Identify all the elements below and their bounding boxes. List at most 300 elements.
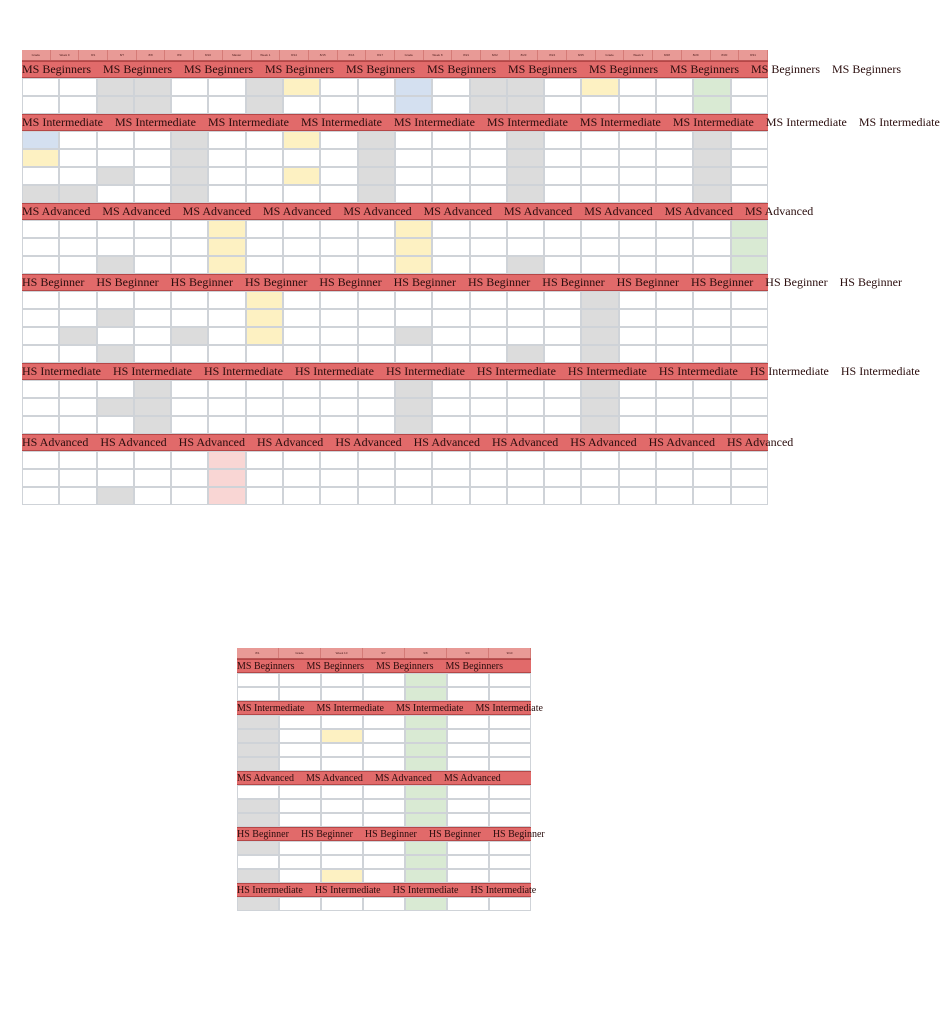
table-cell (363, 687, 405, 701)
table-cell (432, 380, 469, 398)
section-title: HS Intermediate (470, 884, 537, 896)
table-cell (731, 451, 768, 469)
table-cell (358, 78, 395, 96)
section-title: HS Advanced (491, 435, 559, 449)
section-title: HS Intermediate (840, 364, 920, 378)
table-cell (134, 238, 171, 256)
table-row (237, 673, 531, 687)
table-cell (321, 673, 363, 687)
table-cell (447, 785, 489, 799)
table-cell (395, 398, 432, 416)
table-cell (246, 416, 283, 434)
section-title: MS Beginners (670, 62, 739, 76)
table-cell (489, 799, 531, 813)
table-cell (447, 743, 489, 757)
sheet-body (22, 61, 940, 505)
section-title: MS Advanced (503, 204, 573, 218)
table-cell (619, 185, 656, 203)
column-header-cell: Week 10 (321, 648, 363, 658)
table-cell (731, 469, 768, 487)
table-cell (544, 416, 581, 434)
table-cell (59, 327, 96, 345)
table-cell (97, 78, 134, 96)
table-cell (656, 78, 693, 96)
column-header-cell: 8/28 (653, 50, 682, 60)
table-cell (489, 897, 531, 911)
section-band (22, 434, 794, 451)
schedule-sheet-top (22, 50, 940, 542)
table-cell (507, 451, 544, 469)
table-cell (97, 451, 134, 469)
table-cell (432, 469, 469, 487)
table-cell (507, 327, 544, 345)
table-cell (507, 149, 544, 167)
column-header-cell: 8/31 (739, 50, 768, 60)
section-title: HS Beginner (839, 275, 902, 289)
section-title: MS Intermediate (393, 115, 475, 129)
table-cell (134, 327, 171, 345)
table-row (237, 757, 531, 771)
table-cell (22, 96, 59, 114)
table-cell (279, 799, 321, 813)
table-cell (246, 185, 283, 203)
section-title: MS Beginners (346, 62, 415, 76)
table-cell (395, 220, 432, 238)
column-header-cell: Grade (395, 50, 424, 60)
table-cell (544, 451, 581, 469)
table-cell (171, 487, 208, 505)
table-cell (171, 131, 208, 149)
table-row (22, 220, 768, 238)
table-cell (246, 380, 283, 398)
table-cell (208, 416, 245, 434)
table-cell (544, 309, 581, 327)
table-cell (395, 327, 432, 345)
table-cell (237, 673, 279, 687)
section-title: MS Intermediate (316, 702, 384, 714)
table-cell (656, 238, 693, 256)
table-row (22, 131, 768, 149)
table-row (22, 469, 768, 487)
table-cell (731, 167, 768, 185)
table-cell (405, 841, 447, 855)
section-title: HS Advanced (570, 435, 637, 449)
table-cell (321, 687, 363, 701)
section-title: HS Intermediate (203, 364, 283, 378)
section-title: MS Advanced (182, 204, 251, 218)
section-title: HS Intermediate (658, 364, 738, 378)
table-cell (208, 149, 245, 167)
table-cell (358, 309, 395, 327)
table-cell (279, 673, 321, 687)
section-title: MS Advanced (423, 204, 492, 218)
table-cell (279, 757, 321, 771)
table-cell (283, 398, 320, 416)
table-cell (171, 380, 208, 398)
table-cell (97, 380, 134, 398)
table-cell (358, 398, 395, 416)
table-cell (237, 897, 279, 911)
table-cell (731, 131, 768, 149)
table-cell (283, 185, 320, 203)
table-cell (544, 398, 581, 416)
table-cell (237, 715, 279, 729)
table-cell (237, 743, 279, 757)
table-cell (395, 469, 432, 487)
table-cell (171, 398, 208, 416)
section-title: HS Intermediate (567, 364, 647, 378)
table-row (22, 416, 768, 434)
table-cell (405, 673, 447, 687)
table-cell (320, 309, 357, 327)
table-row (237, 687, 531, 701)
section-band (237, 883, 537, 897)
table-cell (246, 469, 283, 487)
table-cell (320, 131, 357, 149)
table-cell (134, 167, 171, 185)
section-title: HS Beginner (364, 828, 417, 840)
table-cell (405, 715, 447, 729)
section-title: HS Beginner (467, 275, 531, 289)
section-title: MS Advanced (262, 204, 332, 218)
table-cell (470, 220, 507, 238)
table-cell (405, 729, 447, 743)
table-cell (97, 416, 134, 434)
table-cell (237, 841, 279, 855)
section-band (22, 203, 814, 220)
table-cell (22, 487, 59, 505)
table-cell (283, 451, 320, 469)
section-title: MS Beginners (237, 660, 295, 672)
table-cell (693, 309, 730, 327)
table-cell (507, 96, 544, 114)
table-cell (246, 345, 283, 363)
table-cell (656, 96, 693, 114)
table-cell (134, 309, 171, 327)
table-cell (283, 131, 320, 149)
table-cell (363, 729, 405, 743)
table-cell (358, 167, 395, 185)
section-title: HS Beginner (96, 275, 159, 289)
column-header-cell: 8/16 (338, 50, 367, 60)
column-header-cell: 8/24 (538, 50, 567, 60)
table-cell (693, 149, 730, 167)
table-row (22, 291, 768, 309)
table-cell (283, 220, 320, 238)
table-cell (731, 327, 768, 345)
section-band (237, 659, 531, 673)
table-cell (432, 398, 469, 416)
table-cell (358, 131, 395, 149)
table-cell (59, 149, 96, 167)
table-cell (656, 416, 693, 434)
table-cell (134, 256, 171, 274)
section-title: MS Advanced (22, 204, 91, 218)
table-cell (321, 785, 363, 799)
table-cell (283, 78, 320, 96)
table-cell (283, 345, 320, 363)
table-cell (320, 469, 357, 487)
column-header-cell: Week 9 (624, 50, 653, 60)
table-cell (507, 167, 544, 185)
section-title: HS Beginner (428, 828, 481, 840)
section-title: HS Beginner (244, 275, 308, 289)
section-title: HS Intermediate (237, 884, 303, 896)
table-cell (358, 96, 395, 114)
table-cell (358, 416, 395, 434)
table-cell (97, 220, 134, 238)
table-cell (246, 149, 283, 167)
table-cell (432, 416, 469, 434)
column-header-cell: 8/8 (137, 50, 166, 60)
table-cell (208, 256, 245, 274)
table-cell (208, 167, 245, 185)
table-cell (507, 309, 544, 327)
table-cell (395, 185, 432, 203)
section-title: MS Advanced (305, 772, 363, 784)
table-cell (134, 398, 171, 416)
table-cell (321, 841, 363, 855)
table-cell (447, 841, 489, 855)
section-title: HS Intermediate (385, 364, 465, 378)
table-cell (693, 220, 730, 238)
column-header-cell: Grade (596, 50, 625, 60)
table-cell (246, 487, 283, 505)
table-cell (731, 309, 768, 327)
table-cell (432, 238, 469, 256)
section-title: HS Intermediate (112, 364, 192, 378)
section-title: HS Intermediate (314, 884, 381, 896)
table-cell (208, 487, 245, 505)
section-title: HS Advanced (648, 435, 715, 449)
table-cell (581, 220, 618, 238)
table-cell (395, 380, 432, 398)
table-cell (320, 398, 357, 416)
table-cell (320, 451, 357, 469)
table-cell (320, 327, 357, 345)
table-cell (237, 785, 279, 799)
table-cell (59, 96, 96, 114)
table-cell (208, 451, 245, 469)
table-cell (59, 78, 96, 96)
section-title: HS Beginner (300, 828, 353, 840)
table-row (22, 487, 768, 505)
table-cell (731, 220, 768, 238)
table-cell (731, 96, 768, 114)
section-title: MS Beginners (306, 660, 364, 672)
table-cell (246, 167, 283, 185)
section-title: HS Beginner (22, 275, 85, 289)
section-title: MS Advanced (237, 772, 294, 784)
table-cell (321, 729, 363, 743)
table-cell (581, 96, 618, 114)
table-cell (507, 487, 544, 505)
table-cell (395, 96, 432, 114)
table-cell (237, 729, 279, 743)
table-cell (237, 855, 279, 869)
table-cell (470, 167, 507, 185)
section-title: HS Beginner (542, 275, 605, 289)
table-cell (405, 757, 447, 771)
table-cell (208, 345, 245, 363)
table-cell (581, 291, 618, 309)
table-cell (59, 238, 96, 256)
table-cell (22, 167, 59, 185)
section-title: MS Beginners (589, 62, 658, 76)
table-cell (246, 451, 283, 469)
table-cell (581, 78, 618, 96)
table-cell (363, 799, 405, 813)
table-row (237, 799, 531, 813)
table-cell (171, 345, 208, 363)
table-cell (470, 238, 507, 256)
column-header-cell: Week 8 (424, 50, 453, 60)
table-cell (432, 78, 469, 96)
table-cell (470, 131, 507, 149)
table-cell (208, 469, 245, 487)
table-cell (283, 487, 320, 505)
column-header-cell: 8/21 (452, 50, 481, 60)
table-cell (470, 185, 507, 203)
table-cell (619, 345, 656, 363)
table-cell (246, 238, 283, 256)
table-cell (395, 167, 432, 185)
column-header-cell: Master (223, 50, 252, 60)
table-cell (693, 451, 730, 469)
table-cell (321, 799, 363, 813)
section-title: HS Advanced (178, 435, 245, 449)
table-cell (470, 416, 507, 434)
table-row (22, 149, 768, 167)
table-cell (470, 256, 507, 274)
table-cell (470, 487, 507, 505)
table-cell (731, 380, 768, 398)
table-cell (363, 841, 405, 855)
table-cell (321, 757, 363, 771)
table-cell (171, 469, 208, 487)
table-row (22, 380, 768, 398)
table-cell (447, 855, 489, 869)
table-cell (171, 309, 208, 327)
section-title: HS Beginner (393, 275, 456, 289)
table-cell (134, 149, 171, 167)
section-title: HS Advanced (335, 435, 402, 449)
table-cell (283, 256, 320, 274)
table-cell (97, 96, 134, 114)
table-cell (544, 96, 581, 114)
table-cell (656, 291, 693, 309)
column-header-cell: Grade (22, 50, 51, 60)
column-header-cell: 8/1 (79, 50, 108, 60)
table-cell (321, 715, 363, 729)
section-band (22, 363, 920, 380)
table-cell (134, 131, 171, 149)
section-title: MS Beginners (508, 62, 577, 76)
table-cell (279, 785, 321, 799)
table-cell (320, 345, 357, 363)
section-band (237, 701, 543, 715)
table-cell (59, 220, 96, 238)
column-header-cell: 9/8 (405, 648, 447, 658)
section-title: MS Intermediate (475, 702, 543, 714)
table-cell (405, 897, 447, 911)
table-cell (544, 167, 581, 185)
table-cell (22, 149, 59, 167)
section-title: HS Beginner (690, 275, 754, 289)
table-cell (656, 149, 693, 167)
table-cell (447, 757, 489, 771)
table-row (237, 869, 531, 883)
table-cell (22, 327, 59, 345)
table-cell (363, 757, 405, 771)
section-title: HS Advanced (22, 435, 89, 449)
table-cell (208, 291, 245, 309)
table-cell (619, 309, 656, 327)
table-cell (432, 185, 469, 203)
table-cell (470, 451, 507, 469)
table-cell (320, 238, 357, 256)
table-cell (59, 416, 96, 434)
table-cell (208, 327, 245, 345)
table-cell (432, 131, 469, 149)
table-row (22, 327, 768, 345)
table-row (237, 743, 531, 757)
column-header-cell: 9/10 (489, 648, 531, 658)
table-cell (489, 715, 531, 729)
table-cell (507, 256, 544, 274)
section-band (22, 114, 940, 131)
table-cell (470, 469, 507, 487)
section-title: MS Intermediate (672, 115, 754, 129)
table-cell (237, 687, 279, 701)
table-cell (171, 451, 208, 469)
table-cell (731, 149, 768, 167)
table-cell (395, 238, 432, 256)
table-cell (22, 345, 59, 363)
table-cell (321, 869, 363, 883)
table-cell (171, 220, 208, 238)
table-cell (619, 327, 656, 345)
table-cell (619, 238, 656, 256)
table-cell (405, 813, 447, 827)
table-cell (208, 185, 245, 203)
table-row (237, 897, 531, 911)
section-title: MS Intermediate (765, 115, 847, 129)
table-cell (619, 131, 656, 149)
table-cell (470, 380, 507, 398)
table-cell (237, 757, 279, 771)
table-cell (581, 345, 618, 363)
table-cell (581, 256, 618, 274)
table-cell (395, 487, 432, 505)
section-title: HS Advanced (726, 435, 794, 449)
table-cell (246, 78, 283, 96)
section-title: MS Advanced (343, 204, 412, 218)
table-cell (97, 469, 134, 487)
table-cell (134, 185, 171, 203)
table-cell (507, 398, 544, 416)
table-row (22, 167, 768, 185)
table-cell (447, 869, 489, 883)
table-cell (489, 855, 531, 869)
table-cell (358, 238, 395, 256)
section-title: HS Beginner (616, 275, 679, 289)
column-header-cell: 8/10 (194, 50, 223, 60)
table-cell (320, 487, 357, 505)
table-cell (59, 185, 96, 203)
table-cell (432, 220, 469, 238)
table-row (22, 451, 768, 469)
